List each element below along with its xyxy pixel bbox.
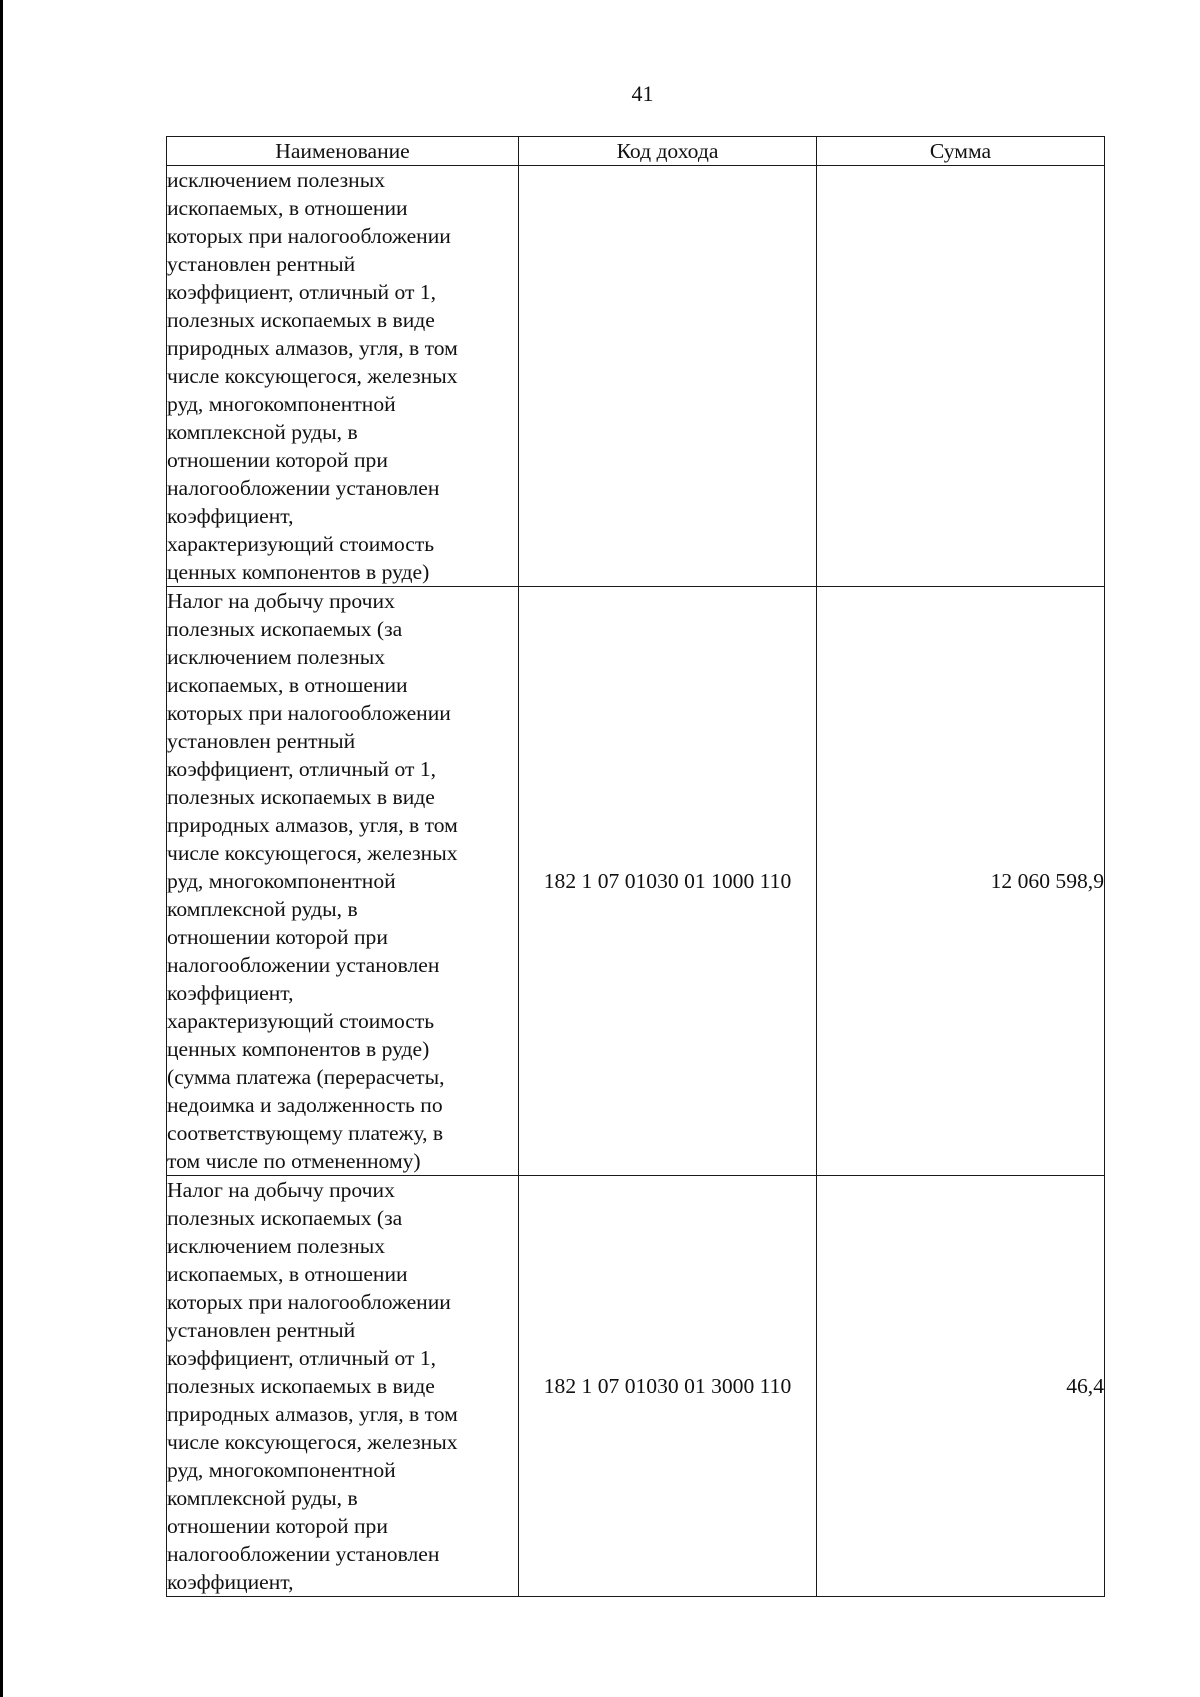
cell-income-code: 182 1 07 01030 01 1000 110 [519, 587, 817, 1176]
name-line: соответствующему платежу, в [167, 1121, 444, 1145]
cell-amount: 46,4 [817, 1176, 1105, 1597]
name-line: коэффициент, [167, 1570, 294, 1594]
name-line: которых при налогообложении [167, 224, 451, 248]
name-line: установлен рентный [167, 252, 356, 276]
name-line: комплексной руды, в [167, 420, 358, 444]
name-line: ценных компонентов в руде) [167, 560, 430, 584]
name-line: полезных ископаемых (за [167, 617, 403, 641]
name-line: исключением полезных [167, 645, 386, 669]
name-line: том числе по отмененному) [167, 1149, 421, 1173]
name-line: которых при налогообложении [167, 701, 451, 725]
name-line: комплексной руды, в [167, 1486, 358, 1510]
name-line: коэффициент, отличный от 1, [167, 757, 437, 781]
cell-amount [817, 166, 1105, 587]
name-line: которых при налогообложении [167, 1290, 451, 1314]
header-code: Код дохода [519, 137, 817, 166]
table-body [167, 166, 1105, 1597]
cell-name [167, 1176, 519, 1597]
name-line: характеризующий стоимость [167, 532, 435, 556]
name-line: числе коксующегося, железных [167, 841, 458, 865]
name-line: природных алмазов, угля, в том [167, 1402, 458, 1426]
name-line: отношении которой при [167, 448, 388, 472]
name-line: отношении которой при [167, 925, 388, 949]
name-line: отношении которой при [167, 1514, 388, 1538]
name-line: характеризующий стоимость [167, 1009, 435, 1033]
name-line: Налог на добычу прочих [167, 589, 395, 613]
name-line: установлен рентный [167, 729, 356, 753]
name-line: недоимка и задолженность по [167, 1093, 443, 1117]
name-line: налогообложении установлен [167, 1542, 440, 1566]
cell-income-code: 182 1 07 01030 01 3000 110 [519, 1176, 817, 1597]
name-line: Налог на добычу прочих [167, 1178, 395, 1202]
table-row [167, 1176, 1105, 1597]
name-line: налогообложении установлен [167, 476, 440, 500]
scan-left-edge [0, 0, 3, 1697]
name-line: коэффициент, [167, 504, 294, 528]
name-line: полезных ископаемых (за [167, 1206, 403, 1230]
table-row [167, 166, 1105, 587]
name-line: числе коксующегося, железных [167, 364, 458, 388]
name-line: коэффициент, [167, 981, 294, 1005]
header-name: Наименование [167, 137, 519, 166]
name-line: полезных ископаемых в виде [167, 785, 435, 809]
name-line: налогообложении установлен [167, 953, 440, 977]
name-line: установлен рентный [167, 1318, 356, 1342]
cell-name [167, 166, 519, 587]
name-line: коэффициент, отличный от 1, [167, 280, 437, 304]
name-line: исключением полезных [167, 168, 386, 192]
name-line: коэффициент, отличный от 1, [167, 1346, 437, 1370]
cell-name [167, 587, 519, 1176]
table-header-row [167, 137, 1105, 166]
cell-income-code [519, 166, 817, 587]
revenue-table [166, 136, 1105, 1597]
name-line: (сумма платежа (перерасчеты, [167, 1065, 445, 1089]
name-line: исключением полезных [167, 1234, 386, 1258]
header-sum: Сумма [817, 137, 1105, 166]
table-row [167, 587, 1105, 1176]
name-line: ископаемых, в отношении [167, 1262, 408, 1286]
name-line: руд, многокомпонентной [167, 1458, 396, 1482]
name-line: полезных ископаемых в виде [167, 1374, 435, 1398]
cell-amount: 12 060 598,9 [817, 587, 1105, 1176]
name-line: ценных компонентов в руде) [167, 1037, 430, 1061]
name-line: руд, многокомпонентной [167, 392, 396, 416]
name-line: полезных ископаемых в виде [167, 308, 435, 332]
name-line: числе коксующегося, железных [167, 1430, 458, 1454]
name-line: природных алмазов, угля, в том [167, 336, 458, 360]
name-line: комплексной руды, в [167, 897, 358, 921]
name-line: природных алмазов, угля, в том [167, 813, 458, 837]
page-number: 41 [631, 81, 654, 106]
name-line: ископаемых, в отношении [167, 196, 408, 220]
name-line: руд, многокомпонентной [167, 869, 396, 893]
name-line: ископаемых, в отношении [167, 673, 408, 697]
